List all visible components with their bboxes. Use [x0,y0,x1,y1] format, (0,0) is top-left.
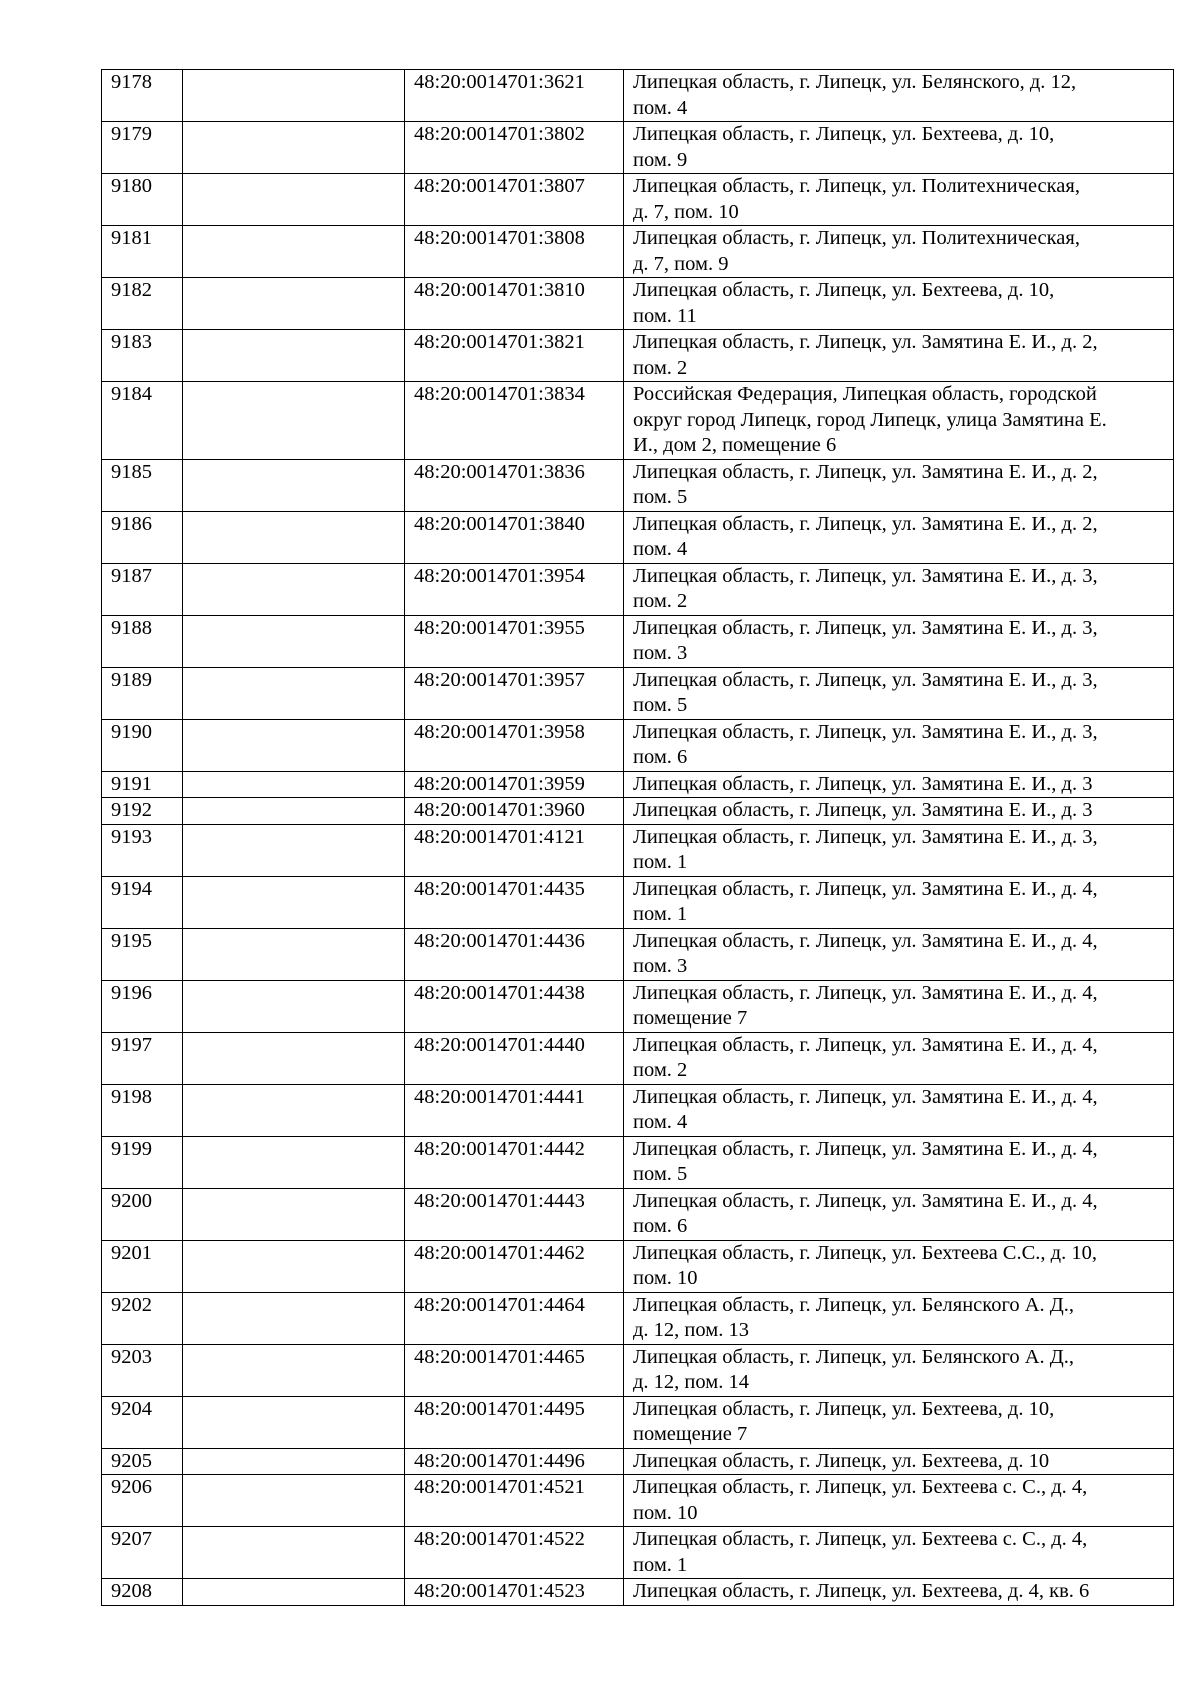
row-owner-cell [183,70,405,122]
row-owner-cell [183,459,405,511]
address-cell: Липецкая область, г. Липецк, ул. Замятина Е. И., д. 2, пом. 5 [624,459,1174,511]
row-owner-cell [183,1344,405,1396]
row-owner-cell [183,122,405,174]
row-number-cell: 9187 [102,563,183,615]
row-number-cell: 9185 [102,459,183,511]
table-row [102,226,1174,278]
address-cell: Липецкая область, г. Липецк, ул. Замятина Е. И., д. 4, пом. 5 [624,1136,1174,1188]
address-cell: Липецкая область, г. Липецк, ул. Замятина Е. И., д. 3 [624,771,1174,798]
cadastral-number-cell: 48:20:0014701:3954 [405,563,624,615]
address-cell: Липецкая область, г. Липецк, ул. Бехтеева с. С., д. 4, пом. 10 [624,1475,1174,1527]
address-cell: Липецкая область, г. Липецк, ул. Бехтеева, д. 10 [624,1448,1174,1475]
row-number-cell: 9183 [102,330,183,382]
cadastral-number-cell: 48:20:0014701:4121 [405,824,624,876]
table-body [102,70,1174,1606]
row-owner-cell [183,1448,405,1475]
address-cell: Липецкая область, г. Липецк, ул. Замятина Е. И., д. 2, пом. 2 [624,330,1174,382]
address-cell: Липецкая область, г. Липецк, ул. Бехтеева, д. 4, кв. 6 [624,1579,1174,1606]
row-number-cell: 9184 [102,382,183,460]
cadastral-number-cell: 48:20:0014701:4465 [405,1344,624,1396]
cadastral-number-cell: 48:20:0014701:4442 [405,1136,624,1188]
table-row [102,719,1174,771]
row-number-cell: 9200 [102,1188,183,1240]
row-number-cell: 9191 [102,771,183,798]
row-number-cell: 9182 [102,278,183,330]
address-cell: Липецкая область, г. Липецк, ул. Замятина Е. И., д. 3, пом. 5 [624,667,1174,719]
row-owner-cell [183,980,405,1032]
row-owner-cell [183,771,405,798]
row-owner-cell [183,226,405,278]
cadastral-number-cell: 48:20:0014701:3958 [405,719,624,771]
row-number-cell: 9186 [102,511,183,563]
row-number-cell: 9199 [102,1136,183,1188]
table-row [102,1084,1174,1136]
row-number-cell: 9192 [102,798,183,825]
cadastral-number-cell: 48:20:0014701:3808 [405,226,624,278]
cadastral-number-cell: 48:20:0014701:3821 [405,330,624,382]
row-number-cell: 9203 [102,1344,183,1396]
cadastral-number-cell: 48:20:0014701:4443 [405,1188,624,1240]
cadastral-number-cell: 48:20:0014701:4440 [405,1032,624,1084]
address-cell: Липецкая область, г. Липецк, ул. Замятина Е. И., д. 3, пом. 2 [624,563,1174,615]
table-row [102,615,1174,667]
row-owner-cell [183,1527,405,1579]
cadastral-number-cell: 48:20:0014701:3955 [405,615,624,667]
row-number-cell: 9201 [102,1240,183,1292]
table-row [102,382,1174,460]
row-owner-cell [183,876,405,928]
address-cell: Липецкая область, г. Липецк, ул. Бехтеева, д. 10, пом. 11 [624,278,1174,330]
row-number-cell: 9180 [102,174,183,226]
cadastral-number-cell: 48:20:0014701:4441 [405,1084,624,1136]
address-cell: Липецкая область, г. Липецк, ул. Белянского А. Д., д. 12, пом. 14 [624,1344,1174,1396]
row-number-cell: 9181 [102,226,183,278]
address-cell: Липецкая область, г. Липецк, ул. Замятина Е. И., д. 3 [624,798,1174,825]
cadastral-number-cell: 48:20:0014701:3836 [405,459,624,511]
row-number-cell: 9197 [102,1032,183,1084]
row-number-cell: 9190 [102,719,183,771]
row-owner-cell [183,1579,405,1606]
table-row [102,330,1174,382]
address-cell: Липецкая область, г. Липецк, ул. Бехтеева, д. 10, помещение 7 [624,1396,1174,1448]
address-cell: Липецкая область, г. Липецк, ул. Политехническая, д. 7, пом. 9 [624,226,1174,278]
table-row [102,876,1174,928]
table-row [102,1292,1174,1344]
cadastral-number-cell: 48:20:0014701:4496 [405,1448,624,1475]
cadastral-number-cell: 48:20:0014701:4435 [405,876,624,928]
address-cell: Липецкая область, г. Липецк, ул. Замятина Е. И., д. 4, пом. 2 [624,1032,1174,1084]
table-row [102,122,1174,174]
address-cell: Липецкая область, г. Липецк, ул. Замятина Е. И., д. 4, пом. 4 [624,1084,1174,1136]
cadastral-number-cell: 48:20:0014701:4523 [405,1579,624,1606]
row-owner-cell [183,824,405,876]
cadastral-number-cell: 48:20:0014701:4438 [405,980,624,1032]
row-number-cell: 9204 [102,1396,183,1448]
row-owner-cell [183,928,405,980]
row-owner-cell [183,1136,405,1188]
address-cell: Липецкая область, г. Липецк, ул. Замятина Е. И., д. 2, пом. 4 [624,511,1174,563]
address-cell: Липецкая область, г. Липецк, ул. Замятина Е. И., д. 4, помещение 7 [624,980,1174,1032]
row-owner-cell [183,1188,405,1240]
row-owner-cell [183,511,405,563]
address-cell: Липецкая область, г. Липецк, ул. Замятина Е. И., д. 3, пом. 3 [624,615,1174,667]
table-row [102,928,1174,980]
table-row [102,798,1174,825]
address-cell: Липецкая область, г. Липецк, ул. Бехтеева с. С., д. 4, пом. 1 [624,1527,1174,1579]
cadastral-number-cell: 48:20:0014701:4464 [405,1292,624,1344]
row-number-cell: 9196 [102,980,183,1032]
cadastral-number-cell: 48:20:0014701:3802 [405,122,624,174]
cadastral-number-cell: 48:20:0014701:4522 [405,1527,624,1579]
row-owner-cell [183,798,405,825]
table-row [102,1396,1174,1448]
address-cell: Липецкая область, г. Липецк, ул. Замятина Е. И., д. 3, пом. 1 [624,824,1174,876]
row-number-cell: 9202 [102,1292,183,1344]
address-cell: Липецкая область, г. Липецк, ул. Политехническая, д. 7, пом. 10 [624,174,1174,226]
row-owner-cell [183,719,405,771]
cadastral-number-cell: 48:20:0014701:3810 [405,278,624,330]
row-owner-cell [183,563,405,615]
row-owner-cell [183,1396,405,1448]
cadastral-number-cell: 48:20:0014701:4521 [405,1475,624,1527]
table-row [102,511,1174,563]
table-row [102,70,1174,122]
row-number-cell: 9195 [102,928,183,980]
property-register-table [101,69,1174,1606]
cadastral-number-cell: 48:20:0014701:3960 [405,798,624,825]
cadastral-number-cell: 48:20:0014701:3840 [405,511,624,563]
address-cell: Липецкая область, г. Липецк, ул. Замятина Е. И., д. 4, пом. 1 [624,876,1174,928]
row-number-cell: 9207 [102,1527,183,1579]
row-owner-cell [183,174,405,226]
table-row [102,563,1174,615]
row-number-cell: 9188 [102,615,183,667]
cadastral-number-cell: 48:20:0014701:3834 [405,382,624,460]
row-number-cell: 9178 [102,70,183,122]
table-row [102,1188,1174,1240]
row-owner-cell [183,278,405,330]
row-owner-cell [183,1475,405,1527]
cadastral-number-cell: 48:20:0014701:4462 [405,1240,624,1292]
table-row [102,174,1174,226]
table-row [102,980,1174,1032]
address-cell: Липецкая область, г. Липецк, ул. Замятина Е. И., д. 3, пом. 6 [624,719,1174,771]
cadastral-number-cell: 48:20:0014701:4495 [405,1396,624,1448]
cadastral-number-cell: 48:20:0014701:3807 [405,174,624,226]
row-owner-cell [183,615,405,667]
row-owner-cell [183,1084,405,1136]
table-row [102,459,1174,511]
address-cell: Липецкая область, г. Липецк, ул. Замятина Е. И., д. 4, пом. 3 [624,928,1174,980]
table-row [102,1240,1174,1292]
cadastral-number-cell: 48:20:0014701:3957 [405,667,624,719]
row-number-cell: 9205 [102,1448,183,1475]
row-number-cell: 9208 [102,1579,183,1606]
table-row [102,1136,1174,1188]
row-owner-cell [183,1240,405,1292]
row-number-cell: 9198 [102,1084,183,1136]
row-number-cell: 9179 [102,122,183,174]
address-cell: Липецкая область, г. Липецк, ул. Бехтеева С.С., д. 10, пом. 10 [624,1240,1174,1292]
table-row [102,1527,1174,1579]
table-row [102,667,1174,719]
table-row [102,1032,1174,1084]
table-row [102,771,1174,798]
cadastral-number-cell: 48:20:0014701:3621 [405,70,624,122]
row-owner-cell [183,330,405,382]
row-number-cell: 9193 [102,824,183,876]
cadastral-number-cell: 48:20:0014701:4436 [405,928,624,980]
row-owner-cell [183,1292,405,1344]
address-cell: Липецкая область, г. Липецк, ул. Белянского, д. 12, пом. 4 [624,70,1174,122]
cadastral-number-cell: 48:20:0014701:3959 [405,771,624,798]
row-number-cell: 9206 [102,1475,183,1527]
row-owner-cell [183,1032,405,1084]
row-number-cell: 9189 [102,667,183,719]
table-row [102,278,1174,330]
address-cell: Липецкая область, г. Липецк, ул. Замятина Е. И., д. 4, пом. 6 [624,1188,1174,1240]
table-row [102,824,1174,876]
row-owner-cell [183,667,405,719]
table-row [102,1579,1174,1606]
address-cell: Липецкая область, г. Липецк, ул. Бехтеева, д. 10, пом. 9 [624,122,1174,174]
address-cell: Российская Федерация, Липецкая область, городской округ город Липецк, город Липецк, улица Замятина Е. И., дом 2, помещение 6 [624,382,1174,460]
table-row [102,1475,1174,1527]
address-cell: Липецкая область, г. Липецк, ул. Белянского А. Д., д. 12, пом. 13 [624,1292,1174,1344]
table-row [102,1344,1174,1396]
row-owner-cell [183,382,405,460]
table-row [102,1448,1174,1475]
row-number-cell: 9194 [102,876,183,928]
